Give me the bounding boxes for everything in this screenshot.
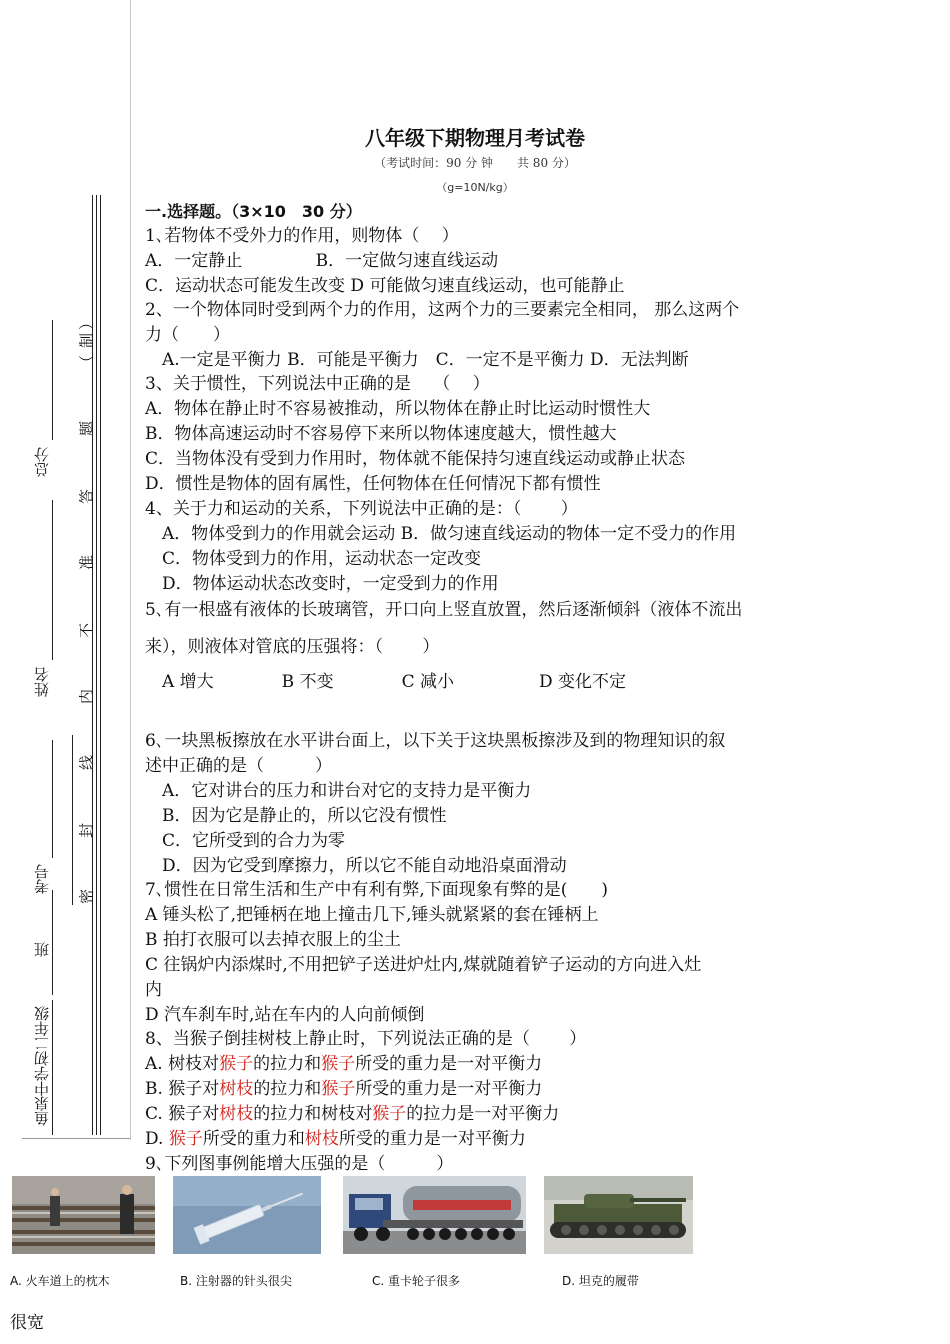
exam-no-underline bbox=[52, 740, 53, 858]
q8b-keyword2: 猴子 bbox=[321, 1079, 356, 1099]
q8c-keyword1: 树枝 bbox=[219, 1104, 254, 1124]
q8a-keyword1: 猴子 bbox=[219, 1054, 254, 1074]
total-label: 总分 bbox=[33, 447, 51, 477]
class-underline bbox=[52, 890, 53, 995]
caption-a: A. 火车道上的枕木 bbox=[10, 1274, 110, 1288]
seal-char-ti: 题 bbox=[77, 421, 96, 437]
name-underline bbox=[52, 500, 53, 660]
question-5-cont: 来），则液体对管底的压强将：（ ） bbox=[145, 637, 440, 657]
question-7: 7､惯性在日常生活和生产中有利有弊,下面现象有弊的是( ) bbox=[145, 880, 608, 900]
q6-option-b: B．因为它是静止的，所以它没有惯性 bbox=[145, 806, 447, 826]
q8-option-d bbox=[145, 1128, 526, 1150]
q8c-part2: 的拉力和树枝对 bbox=[253, 1104, 373, 1124]
q8b-part3: 所受的重力是一对平衡力 bbox=[355, 1079, 543, 1099]
question-8: 8、当猴子倒挂树枝上静止时，下列说法正确的是（ ） bbox=[145, 1029, 587, 1049]
q6-option-a: A．它对讲台的压力和讲台对它的支持力是平衡力 bbox=[145, 781, 532, 801]
binding-baseline bbox=[22, 1138, 130, 1139]
q8-option-a bbox=[145, 1053, 542, 1075]
school-label: 鱼泉中学初二年级 bbox=[33, 1006, 51, 1126]
seal-char-da: 答 bbox=[77, 489, 96, 505]
gravity-note: （g=10N/kg） bbox=[436, 181, 514, 194]
exam-time-note: （考试时间：90 分 钟 共 80 分） bbox=[374, 156, 576, 170]
tank-image bbox=[544, 1176, 693, 1254]
q8a-part1: A. 树枝对 bbox=[145, 1054, 220, 1074]
q1-options-cd: C．运动状态可能发生改变 D 可能做匀速直线运动，也可能静止 bbox=[145, 276, 625, 296]
q3-option-a: A．物体在静止时不容易被推动，所以物体在静止时比运动时惯性大 bbox=[145, 399, 651, 419]
q8c-part3: 的拉力是一对平衡力 bbox=[406, 1104, 560, 1124]
q8b-keyword1: 树枝 bbox=[219, 1079, 254, 1099]
seal-char-zhi: 制 bbox=[77, 333, 96, 349]
question-6: 6､一块黑板擦放在水平讲台面上，以下关于这块黑板擦涉及到的物理知识的叙 bbox=[145, 731, 726, 751]
q8-option-b bbox=[145, 1078, 542, 1100]
q6-option-d: D．因为它受到摩擦力，所以它不能自动地沿桌面滑动 bbox=[145, 856, 567, 876]
question-2: 2、一个物体同时受到两个力的作用，这两个力的三要素完全相同， 那么这两个 bbox=[145, 300, 740, 320]
q8d-part1: D. bbox=[145, 1129, 169, 1149]
class-label: 班 bbox=[33, 942, 51, 957]
q8d-part2: 所受的重力和 bbox=[202, 1129, 305, 1149]
binding-line-3 bbox=[100, 195, 101, 1135]
q8c-part1: C. 猴子对 bbox=[145, 1104, 220, 1124]
q2-options: A.一定是平衡力 B．可能是平衡力 C．一定不是平衡力 D．无法判断 bbox=[145, 350, 689, 370]
q7-option-d: D 汽车刹车时,站在车内的人向前倾倒 bbox=[145, 1005, 425, 1025]
q8a-part2: 的拉力和 bbox=[253, 1054, 322, 1074]
railway-sleepers-image bbox=[12, 1176, 155, 1254]
question-2-cont: 力（ ） bbox=[145, 325, 230, 345]
q3-option-c: C．当物体没有受到力作用时，物体就不能保持匀速直线运动或静止状态 bbox=[145, 449, 686, 469]
heavy-truck-image bbox=[343, 1176, 526, 1254]
q7-option-a: A 锤头松了,把锤柄在地上撞击几下,锤头就紧紧的套在锤柄上 bbox=[145, 905, 599, 925]
q8d-part3: 所受的重力是一对平衡力 bbox=[338, 1129, 526, 1149]
q4-option-c: C．物体受到力的作用，运动状态一定改变 bbox=[145, 549, 482, 569]
question-6-cont: 述中正确的是（ ） bbox=[145, 756, 332, 776]
q5-options: A 增大 B 不变 C 减小 D 变化不定 bbox=[145, 672, 627, 692]
name-label: 姓名 bbox=[33, 667, 51, 697]
seal-underline bbox=[72, 735, 73, 905]
seal-paren-open: （ bbox=[77, 355, 96, 371]
q7-option-c: C 往锅炉内添煤时,不用把铲子送进炉灶内,煤就随着铲子运动的方向进入灶 bbox=[145, 955, 702, 975]
seal-char-nei: 内 bbox=[77, 689, 96, 705]
q7-option-b: B 拍打衣服可以去掉衣服上的尘土 bbox=[145, 930, 401, 950]
exam-no-label: 考号 bbox=[33, 864, 51, 894]
caption-d: D. 坦克的履带 bbox=[562, 1274, 639, 1288]
q8b-part2: 的拉力和 bbox=[253, 1079, 322, 1099]
q3-option-b: B．物体高速运动时不容易停下来所以物体速度越大，惯性越大 bbox=[145, 424, 617, 444]
q4-option-d: D．物体运动状态改变时，一定受到力的作用 bbox=[145, 574, 499, 594]
q8c-keyword2: 猴子 bbox=[372, 1104, 407, 1124]
binding-line-outer bbox=[130, 0, 131, 1140]
q8a-part3: 所受的重力是一对平衡力 bbox=[355, 1054, 543, 1074]
question-9: 9､下列图事例能增大压强的是（ ） bbox=[145, 1154, 454, 1174]
q3-option-d: D．惯性是物体的固有属性，任何物体在任何情况下都有惯性 bbox=[145, 474, 601, 494]
page-title: 八年级下期物理月考试卷 bbox=[365, 126, 585, 150]
seal-char-mi: 密 bbox=[77, 889, 96, 905]
q7-option-c-cont: 内 bbox=[145, 980, 162, 1000]
caption-a-continued: 很宽 bbox=[10, 1313, 44, 1333]
q8b-part1: B. 猴子对 bbox=[145, 1079, 220, 1099]
q1-options-ab: A．一定静止 B．一定做匀速直线运动 bbox=[145, 251, 499, 271]
seal-char-bu: 不 bbox=[77, 623, 96, 639]
caption-c: C. 重卡轮子很多 bbox=[372, 1274, 461, 1288]
caption-b: B. 注射器的针头很尖 bbox=[180, 1274, 292, 1288]
question-3: 3、关于惯性，下列说法中正确的是 （ ） bbox=[145, 374, 490, 394]
q8d-keyword1: 猴子 bbox=[168, 1129, 203, 1149]
seal-char-feng: 封 bbox=[77, 823, 96, 839]
q8d-keyword2: 树枝 bbox=[304, 1129, 339, 1149]
seal-char-xian: 线 bbox=[77, 755, 96, 771]
q8-option-c bbox=[145, 1103, 559, 1125]
total-underline bbox=[52, 320, 53, 440]
syringe-image bbox=[173, 1176, 321, 1254]
seal-paren-close: ） bbox=[77, 315, 96, 331]
seal-char-zhun: 准 bbox=[77, 555, 96, 571]
question-1: 1､若物体不受外力的作用，则物体（ ） bbox=[145, 226, 459, 246]
section-heading: 一.选择题。（3×10 30 分） bbox=[145, 202, 362, 221]
question-4: 4、关于力和运动的关系，下列说法中正确的是：（ ） bbox=[145, 499, 578, 519]
school-underline bbox=[52, 1000, 53, 1135]
q4-options-ab: A．物体受到力的作用就会运动 B．做匀速直线运动的物体一定不受力的作用 bbox=[145, 524, 737, 544]
question-5: 5､有一根盛有液体的长玻璃管，开口向上竖直放置，然后逐渐倾斜（液体不流出 bbox=[145, 600, 743, 620]
q8a-keyword2: 猴子 bbox=[321, 1054, 356, 1074]
q6-option-c: C．它所受到的合力为零 bbox=[145, 831, 346, 851]
